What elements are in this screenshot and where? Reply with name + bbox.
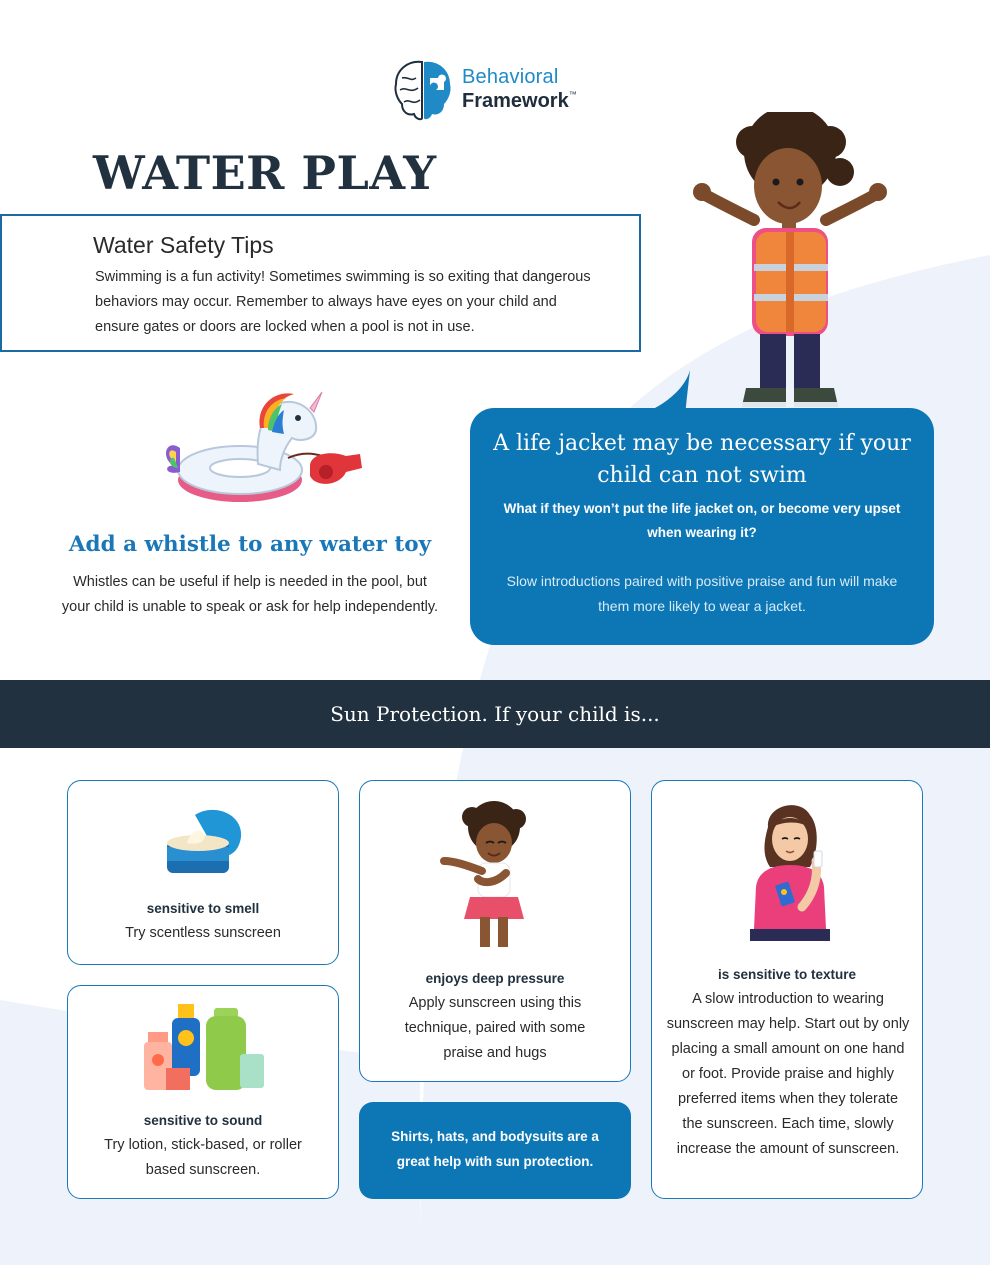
life-jacket-title: A life jacket may be necessary if your child can not swim — [493, 431, 911, 488]
card-smell-body: Try scentless sunscreen — [125, 925, 281, 941]
page-title: WATER PLAY — [93, 146, 437, 200]
sun-protection-heading: Sun Protection. If your child is... — [330, 702, 660, 726]
life-jacket-question: What if they won’t put the life jacket on, or become very upset when wearing it? — [503, 501, 901, 540]
card-texture-title: is sensitive to texture — [717, 967, 857, 982]
card-pressure-body: Apply sunscreen using this technique, paired with some praise and hugs — [404, 995, 586, 1061]
girl-life-jacket-illustration — [690, 112, 890, 412]
card-pressure-title: enjoys deep pressure — [425, 971, 565, 986]
life-jacket-answer: Slow introductions paired with positive praise and fun will make them more likely to wear a jacket. — [506, 573, 898, 614]
trademark-symbol: ™ — [568, 90, 577, 99]
sunscreen-jar-icon — [165, 807, 245, 877]
card-sensitive-to-smell — [67, 780, 339, 965]
brand-name-line2-text: Framework — [462, 90, 569, 112]
card-sound-title: sensitive to sound — [143, 1113, 263, 1128]
card-texture-body: A slow introduction to wearing sunscreen may help. Start out by only placing a small amount on one hand or foot. Provide praise and highly preferred items when they tolerate the sunscreen. Each time, slowly increase the amount of sunscreen. — [666, 991, 910, 1157]
card-sensitive-to-sound — [67, 985, 339, 1199]
card-smell-title: sensitive to smell — [146, 901, 260, 916]
brain-puzzle-icon — [392, 58, 454, 124]
water-safety-tips-body: Swimming is a fun activity! Sometimes swimming is so exiting that dangerous behaviors may occur. Remember to always have eyes on your child and ensure gates or doors are locked when a pool is not in use. — [95, 269, 591, 335]
brand-name-line1: Behavioral — [462, 66, 559, 88]
card-sound-body: Try lotion, stick-based, or roller based sunscreen. — [104, 1137, 302, 1178]
sunscreen-bottles-icon — [140, 1002, 266, 1092]
whistle-tip-title: Add a whistle to any water toy — [68, 532, 432, 557]
unicorn-float-whistle-illustration — [160, 388, 365, 513]
child-hugging-illustration — [438, 799, 538, 954]
brand-logo — [392, 58, 612, 124]
whistle-tip-body: Whistles can be useful if help is needed in the pool, but your child is unable to speak or ask for help independently. — [61, 574, 439, 615]
brand-name-line2 — [462, 90, 577, 113]
sun-protection-note-text: Shirts, hats, and bodysuits are a great help with sun protection. — [391, 1129, 599, 1169]
water-safety-tips-heading: Water Safety Tips — [93, 232, 274, 258]
card-sensitive-to-texture — [651, 780, 923, 1199]
child-applying-sunscreen-illustration — [740, 797, 840, 949]
card-enjoys-deep-pressure — [359, 780, 631, 1082]
